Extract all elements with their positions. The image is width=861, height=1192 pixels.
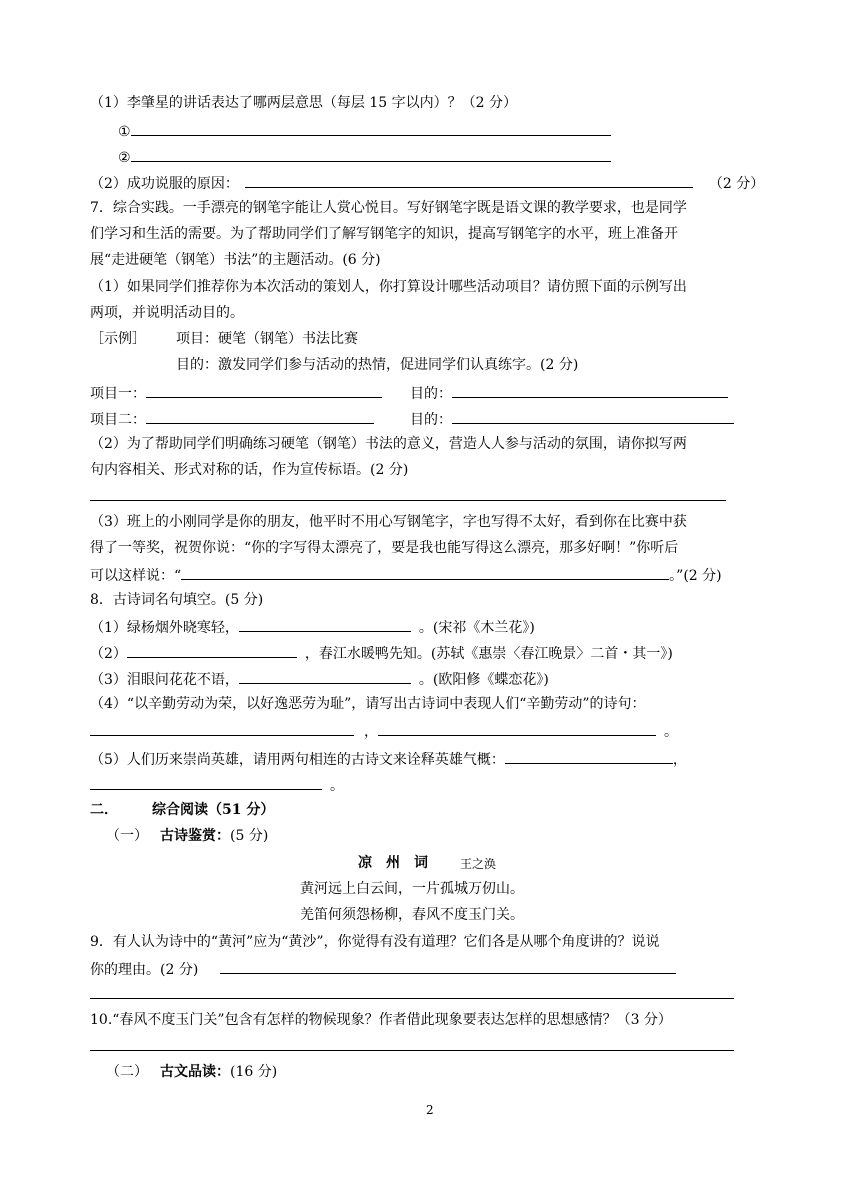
q7-sub2-a: （2）为了帮助同学们明确练习硬笔（钢笔）书法的意义，营造人人参与活动的氛围，请你拟写两 [90, 436, 687, 452]
page-number: 2 [426, 1103, 434, 1117]
q7-sub1-a: （1）如果同学们推荐你为本次活动的策划人，你打算设计哪些活动项目？请仿照下面的示例写出 [90, 279, 687, 295]
poem-line-2: 羌笛何须怨杨柳，春风不度玉门关。 [300, 907, 524, 923]
poem-author: 王之涣 [460, 857, 497, 871]
q8-blank-1[interactable] [239, 616, 411, 632]
q8-period-4: 。 [664, 724, 678, 740]
q8-line-2-num: （2） [90, 646, 127, 662]
reply-answer-line[interactable] [181, 564, 669, 580]
slogan-answer-line[interactable] [90, 500, 726, 501]
q8-line-2-text: ，春江水暖鸭先知。(苏轼《惠崇〈春江晚景〉二首・其一》) [304, 646, 673, 662]
goal-one-label: 目的： [410, 386, 452, 402]
q8-line-5-answer [90, 774, 344, 796]
item-one-label: 项目一： [90, 386, 146, 402]
item-two-label: 项目二： [90, 412, 146, 428]
example-tag: ［示例］ [90, 331, 146, 347]
q7-para-2: 们学习和生活的需要。为了帮助同学们了解写钢笔字的知识，提高写钢笔字的水平，班上准备开 [90, 226, 678, 242]
q8-blank-5b[interactable] [90, 774, 322, 790]
q7-para-3: 展“走进硬笔（钢笔）书法”的主题活动。(6 分) [90, 252, 381, 268]
q6-sub2-label: （2）成功说服的原因： [90, 176, 239, 192]
answer-mark-2: ② [118, 150, 131, 166]
q7-sub3-a: （3）班上的小刚同学是你的朋友，他平时不用心写钢笔字，字也写得不太好，看到你在比赛中获 [90, 514, 687, 530]
q8-line-3-text: （3）泪眼问花花不语， [90, 672, 239, 688]
q6-sub1: （1）李肇星的讲话表达了哪两层意思（每层 15 字以内）？（2 分） [90, 95, 517, 111]
goal-two-input-line[interactable] [452, 408, 734, 424]
part-2-number: （二） [106, 1064, 148, 1080]
q7-sub3-c [90, 564, 722, 586]
q9-b-text: 你的理由。(2 分) [90, 962, 199, 978]
q8-comma-5: ， [672, 752, 687, 768]
q8-blank-5a[interactable] [505, 748, 673, 764]
reason-answer-line[interactable] [245, 172, 693, 188]
poem-line-1: 黄河远上白云间，一片孤城万仞山。 [300, 881, 524, 897]
q7-para-1: 7．综合实践。一手漂亮的钢笔字能让人赏心悦目。写好钢笔字既是语文课的教学要求，也是同学 [90, 200, 687, 216]
q9-a: 9．有人认为诗中的“黄河”应为“黄沙”，你觉得有没有道理？它们各是从哪个角度讲的？说说 [90, 934, 660, 950]
goal-one-input-line[interactable] [452, 382, 728, 398]
answer-mark-1: ① [118, 124, 131, 140]
q8-line-1-text: （1）绿杨烟外晓寒轻， [90, 620, 239, 636]
q8-title: 8．古诗词名句填空。(5 分) [90, 592, 264, 608]
q6-sub2-score: （2 分） [708, 176, 765, 192]
item-one-row [90, 382, 728, 404]
part-1-number: （一） [106, 828, 148, 844]
q6-mark2 [118, 146, 611, 168]
example-item: 项目：硬笔（钢笔）书法比赛 [176, 331, 358, 347]
q8-line-3-source: 。(欧阳修《蝶恋花》) [418, 672, 549, 688]
item-two-row [90, 408, 734, 430]
answer-line-2[interactable] [131, 146, 611, 162]
q7-sub1-b: 两项，并说明活动目的。 [90, 305, 244, 321]
q8-line-5-text: （5）人们历来崇尚英雄，请用两句相连的古诗文来诠释英雄气概： [90, 752, 505, 768]
q9-b [90, 958, 676, 980]
q7-sub3-c-end: 。”(2 分) [669, 568, 722, 584]
part-2-heading [106, 1062, 277, 1082]
example-goal: 目的：激发同学们参与活动的热情，促进同学们认真练字。(2 分) [176, 357, 579, 373]
q6-sub2 [90, 172, 764, 194]
q6-mark1 [118, 120, 611, 142]
q9-answer-line-2[interactable] [90, 998, 734, 999]
q7-sub3-b: 得了一等奖，祝贺你说：“你的字写得太漂亮了，要是我也能写得这么漂亮，那多好啊！”你听后 [90, 540, 679, 556]
q8-comma: ， [364, 724, 378, 740]
section-2-title: 综合阅读（51 分） [152, 802, 275, 818]
part-1-title: 古诗鉴赏： [160, 828, 230, 844]
part-2-score: (16 分) [230, 1064, 278, 1080]
answer-line-1[interactable] [131, 120, 611, 136]
q8-line-1 [90, 616, 535, 638]
q8-line-4: （4）“以辛勤劳动为荣，以好逸恶劳为耻”，请写出古诗词中表现人们“辛勤劳动”的诗句： [90, 696, 646, 712]
goal-two-label: 目的： [410, 412, 452, 428]
item-two-input-line[interactable] [146, 408, 374, 424]
q10-answer-line[interactable] [90, 1050, 734, 1051]
q8-blank-3[interactable] [239, 668, 411, 684]
q7-sub3-c-start: 可以这样说：“ [90, 568, 182, 584]
q8-line-4-answer [90, 720, 678, 742]
part-2-title: 古文品读： [160, 1064, 230, 1080]
q8-blank-4b[interactable] [378, 720, 656, 736]
q10: 10.“春风不度玉门关”包含有怎样的物候现象？作者借此现象要表达怎样的思想感情？（3 分） [90, 1012, 672, 1028]
q9-answer-line[interactable] [220, 958, 676, 974]
q8-blank-2[interactable] [127, 642, 297, 658]
q8-line-1-source: 。(宋祁《木兰花》) [418, 620, 535, 636]
section-2-heading [90, 800, 274, 820]
part-1-score: (5 分) [230, 828, 269, 844]
q8-blank-4a[interactable] [90, 720, 354, 736]
poem-title: 凉 州 词 [358, 855, 428, 871]
section-2-number: 二． [90, 802, 118, 818]
q8-period-5: 。 [330, 778, 344, 794]
q8-line-5 [90, 748, 687, 770]
q8-line-3 [90, 668, 549, 690]
q7-sub2-b: 句内容相关、形式对称的话，作为宣传标语。(2 分) [90, 462, 409, 478]
part-1-heading [106, 826, 268, 846]
item-one-input-line[interactable] [146, 382, 382, 398]
q8-line-2 [90, 642, 673, 664]
